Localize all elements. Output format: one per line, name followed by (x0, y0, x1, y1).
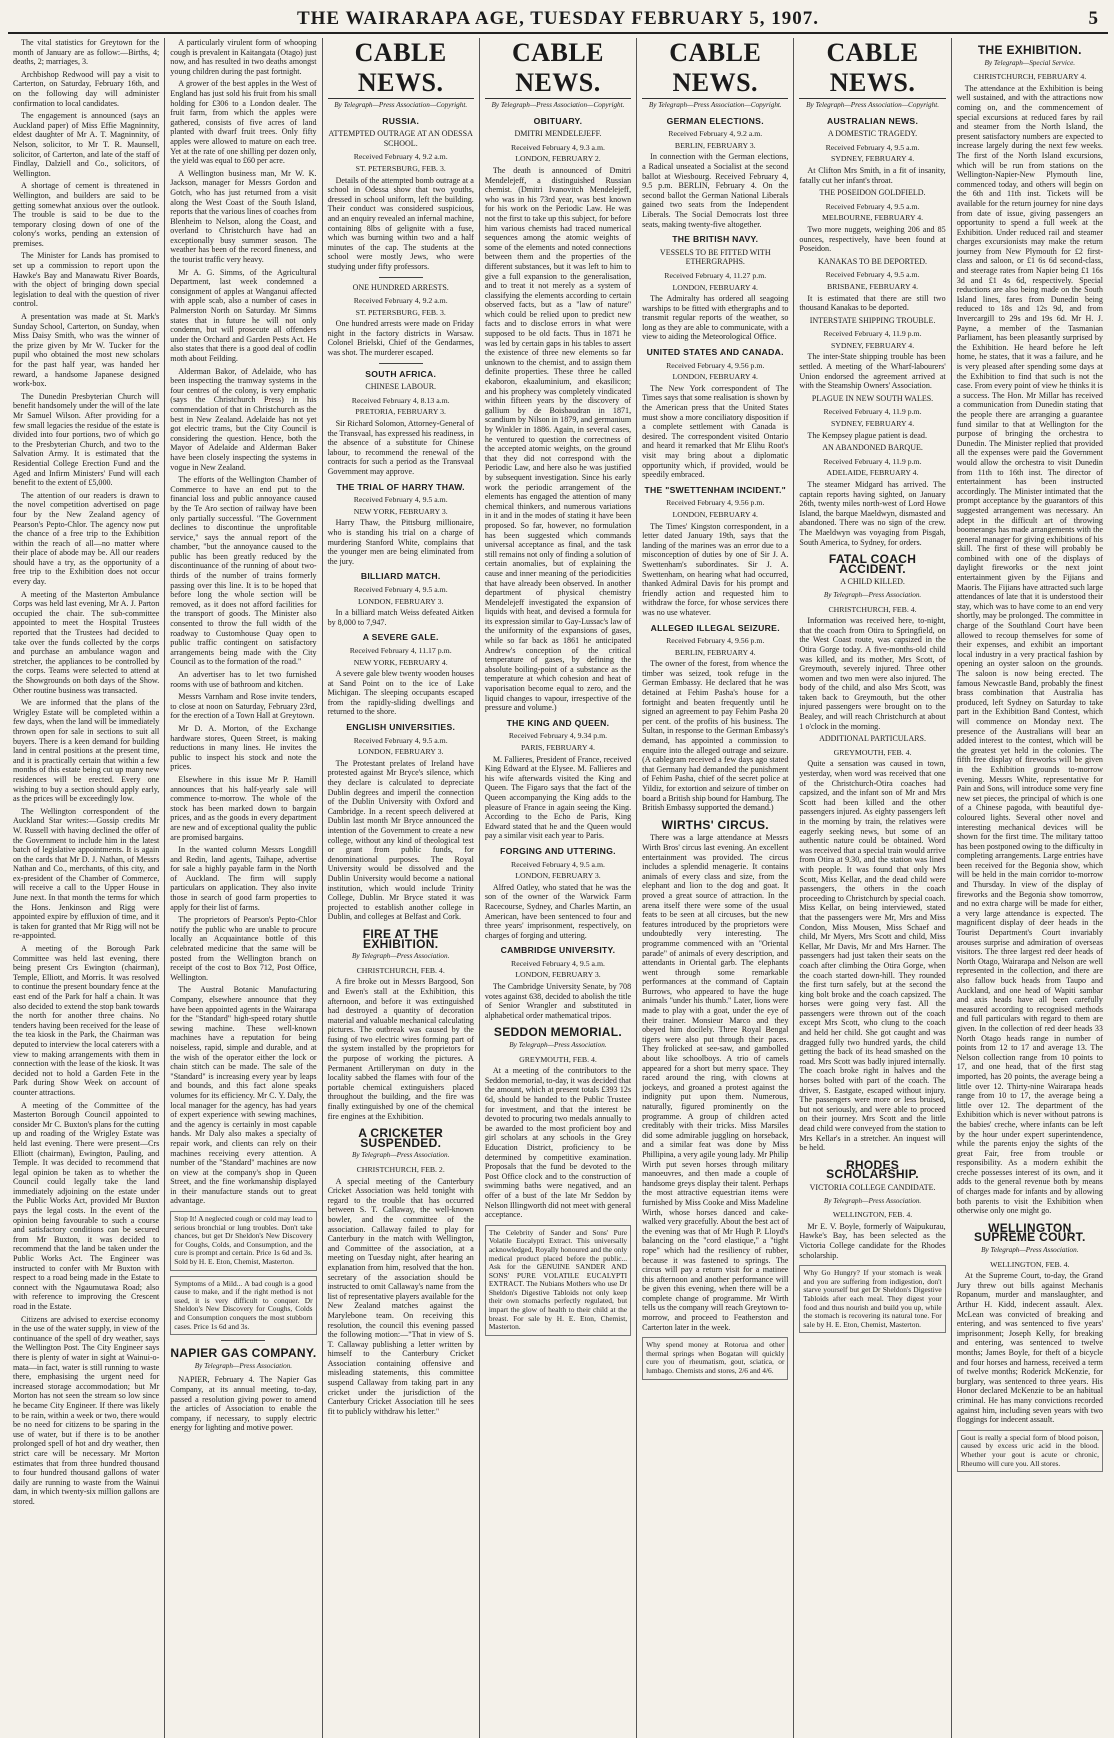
news-paragraph: The Cambridge University Senate, by 708 votes against 638, decided to abolish the title of Senior Wrangler and substituted in alphabetical order mathematical tripos. (484, 982, 632, 1020)
news-paragraph: There was a large attendance at Messrs Wirth Bros' circus last evening. An excellent entertainment was provided. The circus includes a splendid menagerie. It contains animals of every class and size, from the elephant and lion to the dog and goat. It proved a great source of attraction. In the arena itself there were some of the usual feats to be seen at all circuses, but the new features introduced by the proprietors were undoubtedly very interesting. The programme commenced with an "Oriental parade" of animals of every description, and attendants in Oriental garb. The elephants went through some remarkable performances at the command of Captain Burrows, who appeared to have the huge animals "under his thumb." Later, lions were made to play with a goat, under the eye of their trainer. Monsieur Marco and they obeyed him docilely. Three Royal Bengal tigers were also put through their paces. They frolicked at see-saw, and gambolled about like schoolboys. A trio of camels appeared for a short but merry space. They raced around the ring, with clowns at jockeys, and groaned a protest against the indignity put upon them. Numerous, naturally, figured prominently on the programme. A group of children acted creditably with their tricks. Miss Marsiles did some admirable juggling on horseback, and a similar feat was done by Miss Phillipina, a very agile young lady. Mr Philip Wirth put seven horses through military manoeuvres, and then made a couple of handsome greys display their talent. Perhaps the most attractive equestrian items were furnished by Miss Cooke and Miss Madeline Wirth, whose horses danced and cake-walked very gracefully. About the best act of the evening was that of Mr Hugh P. Lloyd's balancing on the "cord elastique," a "tight rope" which had the resiliency of rubber, because it was fastened to springs. The circus will pay a return visit for a matinee this afternoon and another performance will be given this evening, when there will be a complete change of programme. Mr Wirth tells us the company will reach Greytown to-morrow, and proceed to Featherston and Carterton later in the week. (642, 833, 789, 1332)
section-heading: THE TRIAL OF HARRY THAW. (336, 481, 465, 492)
received-date: Received February 4, 11.27 p.m. (664, 270, 767, 280)
received-date: Received February 4, 8.13 a.m. (351, 395, 450, 405)
section-heading: RHODES SCHOLARSHIP. (826, 1157, 919, 1182)
dateline: MELBOURNE, FEBRUARY 4. (822, 213, 924, 223)
dateline: LONDON, FEBRUARY 4. (672, 509, 758, 519)
news-paragraph: The Kempsey plague patient is dead. (807, 430, 927, 440)
column-cable-news-4 (794, 38, 951, 1738)
news-paragraph: A meeting of the Committee of the Masterton Borough Council appointed to consider Mr C. Buxton's plans for the cutting up and roading of the Wrigley Estate was held last evening. There were present—Crs Elliott (chairman), Ewington, Pauling, and Temple. It was decided to recommend that legal opinion be taken as to whether the Council could legally take the land immediately adjoining on the estate under the Public Works Act, provided Mr Buxton pays the legal costs. In the event of the opinion being favourable to such a course and satisfactory conditions can be secured from Mr Buxton, it was decided to recommend that the land be taken under the Public Works Act. The Engineer was instructed to confer with Mr Buxton with respect to a road being made in the Estate to connect with the Ngaumutawa Road; also with reference to improving the Crescent road in the Estate. (13, 1100, 160, 1311)
column-local-news (8, 38, 165, 1738)
news-paragraph: Messrs Varnham and Rose invite tenders, to close at noon on Saturday, February 23rd, for the erection of a Town Hall at Greytown. (170, 692, 317, 721)
byline: By Telegraph—Press Association. (194, 1361, 293, 1370)
news-paragraph: A particularly virulent form of whooping cough is prevalent in Kaitangata (Otago) just now, and has resulted in two deaths amongst young children during the past fortnight. (170, 38, 317, 76)
subheading: KANAKAS TO BE DEPORTED. (818, 256, 928, 266)
received-date: Received February 4, 9.5 a.m. (511, 859, 605, 869)
news-paragraph: A severe gale blew twenty wooden houses at Sand Point on to the ice of Lake Michigan. The sleeping occupants escaped from the rapidly-sliding dwellings and returned to the shore. (327, 669, 474, 717)
section-heading: WIRTHS' CIRCUS. (661, 817, 769, 832)
news-paragraph: At the Supreme Court, to-day, the Grand Jury threw out bills against Mechanis Ropanum, murder and manslaughter, and Arthur H. Kidd, indecent assault. Alex. McLean was convicted of breaking and entering, and was sentenced to five years' imprisonment; Joseph Kelly, for breaking and entering, was sentenced to twelve months; James Boyle, for theft of a bicycle and four horses and harness, received a term of twelve months; Roderick McKenzie, for burglary, was sentenced to three years. His Honor declared McKenzie to be an habitual criminal. He has many convictions recorded against him, including seven years with two floggings for indecent assault. (956, 1271, 1103, 1425)
dateline: CHRISTCHURCH, FEB. 2. (356, 1165, 445, 1174)
byline: By Telegraph—Press Association. (352, 952, 450, 961)
section-heading: FIRE AT THE EXHIBITION. (362, 926, 439, 951)
advertisement (170, 1276, 316, 1336)
ad-text: Gout is really a special form of blood poison, caused by excess uric acid in the blood. Whether your gout is acute or chronic, Rheumo will cure you. All stores. (960, 1432, 1099, 1468)
advertisement (485, 1225, 631, 1336)
dateline: LONDON, FEBRUARY 3. (357, 747, 444, 757)
dateline: LONDON, FEBRUARY 3. (515, 871, 601, 881)
news-paragraph: Alfred Oatley, who stated that he was the son of the owner of the Warwick Farm Racecourse, Sydney, and Charles Martin, an American, have been sentenced to four and three years' imprisonment, respectively, on charges of forging and uttering. (484, 882, 632, 940)
news-paragraph: The steamer Midgard has arrived. The captain reports having sighted, on January 26th, twenty miles north-west of Lord Howe Island, the barque Maeldwyn, dismasted and abandoned. There was no sign of the crew. The Maeldwyn was voyaging from Pisgah, South America, to Sydney, for orders. (799, 480, 946, 547)
received-date: Received February 4, 9.5 a.m. (511, 958, 605, 968)
news-paragraph: At a meeting of the contributors to the Seddon memorial, to-day, it was decided that the amount, which at present totals £393 12s 6d, should be handed to the Public Trustee for investment, and that the interest be devoted to procuring two medals annually to be awarded to the most proficient boy and girl scholars at any schools in the Grey Education District, proficiency to be determined by competitive examination. Proposals that the fund be devoted to the Post Office clock and to the construction of swimming baths were negatived, and an offer of a bust of the late Mr Seddon by Nelson Illingworth did not meet with general acceptance. (484, 1066, 632, 1220)
ad-text: Why Go Hungry? If your stomach is weak and you are suffering from indigestion, don't starve yourself but get Dr Sheldon's Digestive Tabloids after each meal. They digest your food and thus nourish and build you up, while the stomach is recovering its natural tone. For sale by H. E. Eton, Chemist, Masterton. (803, 1268, 942, 1329)
news-paragraph: The attention of our readers is drawn to the novel competition advertised on page four by the New Zealand agency of Pearson's Pepto-Chlor. The agency now put the chance of a free trip to the Exhibition within the reach of all—no matter where their place of abode may be. All our readers should have a try, as the opportunity of a free trip to the Exhibition does not occur every day. (13, 490, 160, 587)
section-heading: SEDDON MEMORIAL. (493, 1025, 623, 1040)
dateline: LONDON, FEBRUARY 4. (672, 372, 758, 382)
subheading: VESSELS TO BE FITTED WITH ETHERGRAPHS. (659, 247, 771, 267)
dateline: ADELAIDE, FEBRUARY 4. (826, 468, 919, 478)
subheading: ONE HUNDRED ARRESTS. (352, 282, 449, 292)
news-paragraph: The inter-State shipping trouble has been settled. A meeting of the Wharf-labourers' Union endorsed the agreement arrived at with the Steamship Owners' Association. (799, 352, 946, 391)
subheading: THE POSEIDON GOLDFIELD. (819, 188, 926, 198)
news-paragraph: The Protestant prelates of Ireland have protested against Mr Bryce's silence, which they declare is calculated to depreciate Dublin degrees and imperil the connection of the Dublin University with Oxford and Cambridge. In a recent speech delivered at Dublin last month Mr Bryce announced the intention of the Government to create a new college, without any kind of theological test or grant from public funds, for denominational purposes. The Royal University would be dissolved and the Dublin University would become a national institution, which would include Trinity College, Dublin. Mr Bryce stated it was projected to establish another college in Dublin, and colleges at Belfast and Cork. (327, 758, 474, 922)
divider (221, 1340, 265, 1341)
news-paragraph: The Times' Kingston correspondent, in a letter dated January 19th, says that the landing of the marines was an error due to a misconception of duties by one of Sir J. A. Swettenham's subordinates. Sir J. A. Swettenham, on hearing what had occurred, thanked Admiral Davis for his prompt and friendly action and requested him to withdraw the force, for whose services there was no use whatever. (642, 521, 789, 617)
byline: By Telegraph—Press Association. (352, 1151, 450, 1160)
byline: By Telegraph—Press Association. (823, 1196, 922, 1205)
ad-text: Symptoms of a Mild... A bad cough is a good cause to make, and if the right method is not used, it is very difficult to conquer. Dr Sheldon's New Discovery for Coughs, Colds and Consumption conquers the most stubborn cases. Price 1s 6d and 3s. (174, 1278, 313, 1331)
dateline: LONDON, FEBRUARY 2. (515, 154, 601, 164)
dateline: BERLIN, FEBRUARY 3. (674, 140, 756, 150)
cable-news-heading: CABLE NEWS. (799, 38, 945, 99)
news-paragraph: The Minister for Lands has promised to set up a commission to report upon the Hawke's Bay and Manawatu River Boards, with the object of bringing down special legislation to deal with the question of river control. (13, 251, 160, 309)
news-paragraph: A meeting of the Masterton Ambulance Corps was held last evening, Mr A. J. Parton occupied the chair. The sub-committee appointed to meet the Hospital Trustees reported that the Trustees had decided to take over the funds collected by the corps and purchase an ambulance wagon and stretcher, the appliances to be controlled by the corps. Teams were selected to attend at the Showgrounds on both days of the Show. Other routine business was transacted. (13, 589, 160, 695)
byline: By Telegraph—Press Association. (981, 1246, 1079, 1255)
subheading: A CHILD KILLED. (840, 577, 905, 587)
news-paragraph: The Austral Botanic Manufacturing Company, elsewhere announce that they have been appointed agents in the Wairarapa for the "Standard" high-speed rotary shuttle sewing machine. These well-known machines have a reputation for being noiseless, rapid, simple and durable, and at the wish of the operator either the lock or chain stitch can be made. The sale of the "Standard" is increasing every year by leaps and bounds, and this fact alone speaks volumes for its efficiency. Mr C. Y. Daly, the local manager for the agency, has had years of expert experience with sewing machines, and the agency is certainly in most capable hands. Mr Daly also makes a specialty of repair work, and clients can rely on their machines receiving every attention. A number of the "Standard" machines are now on view at the company's shop in Queen Street, and the fine workmanship displayed in their manufacture stands out to great advantage. (170, 985, 317, 1206)
cable-news-heading: CABLE NEWS. (328, 38, 474, 99)
advertisement (642, 1337, 788, 1379)
dateline: SYDNEY, FEBRUARY 4. (830, 154, 915, 164)
received-date: Received February 4, 9.5 a.m. (353, 495, 448, 505)
dateline: PRETORIA, FEBRUARY 3. (355, 407, 446, 417)
news-paragraph: The Admiralty has ordered all seagoing warships to be fitted with ethergraphs and to transmit regular reports of the weather, so long as they are able to communicate, with a view to aiding the Meteorological Office. (642, 294, 789, 342)
received-date: Received February 4, 9.56 p.m. (666, 636, 765, 646)
news-paragraph: The Wellington correspondent of the Auckland Star writes:—Gossip credits Mr W. Russell with having declined the offer of the Government to include him in the latest batch of legislative appointments. It is again on the cards that Mr D. J. Nathan, of Messrs Nathan and Co., merchants, of this city, and ex-president of the Chamber of Commerce, will receive a call to the Upper House in June next. In that month the terms for which the Hons. Jenkinson and Rigg were appointed expire by effluxion of time, and it is taken for granted that Mr Rigg will not be re-appointed. (13, 806, 160, 941)
news-paragraph: It is estimated that there are still two thousand Kanakas to be deported. (799, 293, 946, 313)
column-local-news-2 (165, 38, 322, 1738)
page-number: 5 (1088, 8, 1098, 29)
news-paragraph: Mr E. V. Boyle, formerly of Waipukurau, Hawke's Bay, has been selected as the Victoria College candidate for the Rhodes scholarship. (799, 1221, 946, 1260)
received-date: Received February 4, 9.56 p.m. (666, 360, 765, 370)
section-heading: FATAL COACH ACCIDENT. (828, 552, 917, 576)
news-paragraph: An advertiser has to let two furnished rooms with use of bathroom and kitchen. (170, 670, 317, 689)
news-paragraph: The engagement is announced (says an Auckland paper) of Miss Effie Magninnity, eldest daughter of Mr A. T. Magninnity, of Nelson, solicitor, to Mr T. R. Maunsell, solicitor, of Carterton, and late of the staff of Findlay, Dalziell and Co., solicitors, of Wellington. (13, 111, 160, 178)
byline: By Telegraph—Press Association—Copyright. (648, 101, 782, 109)
section-heading: RUSSIA. (382, 115, 420, 126)
news-paragraph: M. Fallieres, President of France, received King Edward at the Elysee. M. Fallieres and his wife afterwards visited the King and Queen. The Figaro says that the fact of the Queen accompanying the King adds to the pleasure of France in again seeing the King. According to the Echo de Paris, King Edward stated that he and the Queen would pay a similar visit each year to Paris. (484, 754, 632, 841)
advertisement (957, 1430, 1103, 1472)
news-paragraph: The proprietors of Pearson's Pepto-Chlor notify the public who are unable to procure locally an Acquaintance bottle of this celebrated medicine that the same will be posted from the Wellington branch on receipt of the cost to Box 712, Post Office, Wellington. (170, 915, 317, 982)
dateline: BERLIN, FEBRUARY 4. (674, 647, 756, 657)
ad-text: Why spend money at Rotorua and other thermal springs when Bogatan will quickly cure you of rheumatism, gout, sciatica, or lumbago. Chemists and stores, 2/6 and 4/6. (646, 1340, 785, 1376)
news-paragraph: The death is announced of Dmitri Mendelejeff, a distinguished Russian chemist. (Dmitri Ivanovitch Mendelejeff, who was in his 73rd year, was best known for his work on the Periodic Law. He was not the first to take up this subject, for before him various chemists had traced numerical sequences among the atomic weights of some of the elements and noted connections between them and the properties of the different substances, but it was left to him to give a full expansion to the generalisation, and to treat it not merely as a system of classifying the elements according to certain observed facts, but as a "law of nature" which could be relied upon to predict new facts and to disclose errors in what were supposed to be old facts. Thus in 1871 he was led by certain gaps in his tables to assert the existence of three new elements so far unknown to the chemist, and to assign them definite properties. These three he called ekaboron, ekaaluminium, and ekasilicon; and his prophecy was completely vindicated within fifteen years by the discovery of gallium by de Boisbaudran in 1871, scandium by Nilson in 1879, and germanium by Winkler in 1886. Again, in several cases, he ventured to question the correctness of the accepted atomic weights, on the ground that they did not correspond with the Periodic Law, and here also he was justified by subsequent investigation. Since his early work the periodic arrangement of the elements has engaged the attention of many chemical thinkers, and numerous variations in it and in the modes of stating it have been proposed. So far, however, no formulation has been suggested which commands universal acceptance as final, and the task still remains not only of finding a solution of certain anomalies, but of explaining the cause and inner meaning of the periodicities that have already been observed. In another department of physical chemistry Mendelejeff investigated the expansion of liquids with heat, and devised a formula for its expression similar to Gay-Lussac's law of the uniformity of the expansions of gases, while so far back as 1861 he anticipated Andrew's conception of the critical temperature of gases, by defining the absolute boiling-point of a substance as the temperature at which cohesion and heat of vaporisation become equal to zero, and the liquid changes to vapour, irrespective of the pressure and volume.) (484, 165, 632, 713)
news-paragraph: A meeting of the Borough Park Committee was held last evening, there being present Crs Ewington (chairman), Temple, Elliott, and Morris. It was resolved to continue the present boundary fence at the east end of the Park for half a chain. It was also decided to extend the stop bank towards the north for another three chains. No tenders having been received for the lease of the tea kiosk in the Park, the Chairman was deputed to interview the local caterers with a view to making arrangements with them in connection with the lease of the kiosk. It was decided not to hold a Garden Fete in the Park during Show Week on account of counter attractions. (13, 944, 160, 1097)
section-heading: A SEVERE GALE. (362, 632, 439, 643)
byline: By Telegraph—Special Service. (984, 58, 1076, 67)
news-paragraph: A special meeting of the Canterbury Cricket Association was held tonight with regard to the trouble that has occurred between S. T. Callaway, the well-known bowler, and the committee of the association. Callaway failed to play for Canterbury in the match with Wellington, and Committee of the association, at a meeting on Tuesday night, after hearing an explanation from him, resolved that the hon. secretary of the association should be instructed to omit Callaway's name from the list of representative players available for the New Zealand matches against the Marylebone team. On receiving this resolution, the council this evening passed the following motion:—"That in view of S. T. Callaway publishing a letter written by himself to the Canterbury Cricket Association containing offensive and misleading statements, this committee suspend Callaway from taking part in any cricket under the jurisdiction of the Canterbury Cricket Association till he sees fit to publicly withdraw his letter." (327, 1176, 474, 1416)
columns (8, 38, 1108, 1738)
column-cable-news-2 (480, 38, 637, 1738)
subheading: VICTORIA COLLEGE CANDIDATE. (809, 1182, 936, 1192)
section-heading: UNITED STATES AND CANADA. (646, 347, 784, 358)
received-date: Received February 4, 9.5 a.m. (825, 270, 920, 280)
dateline: ST. PETERSBURG, FEB. 3. (355, 307, 446, 317)
news-paragraph: A grower of the best apples in the West of England has just sold his fruit from his small holding for £306 to a London dealer. The fruit farm, from which the apples were gathered, consists of five acres of land planted with dwarf fruit trees. Only fifty apples were allowed to mature on each tree. Yet at the rate of one shilling per dozen only, the yield was equal to £60 per acre. (170, 79, 317, 166)
news-paragraph: Elsewhere in this issue Mr P. Hamill announces that his half-yearly sale will commence to-morrow. The whole of the stock has been marked down to bargain prices, and as the goods in every department are new and of exceptional quality the public are promised bargains. (170, 774, 317, 842)
section-heading: THE KING AND QUEEN. (506, 717, 610, 728)
dateline: GREYMOUTH, FEB. 4. (519, 1054, 597, 1064)
section-heading: THE BRITISH NAVY. (672, 234, 759, 245)
news-paragraph: A presentation was made at St. Mark's Sunday School, Carterton, on Sunday, when Miss Daisy Smith, who was the winner of the prize given by Mr W. Tucker for the pupil who obtained the most new scholars for the past half year, was handed her reward, a handsome Japanese designed work-box. (13, 312, 160, 389)
received-date: Received February 4, 9.5 a.m. (825, 201, 920, 211)
masthead (8, 4, 1108, 34)
news-paragraph: Harry Thaw, the Pittsburg millionaire, who is standing his trial on a charge of murdering Stanford White, complains that the younger men are being eliminated from the jury. (327, 518, 474, 566)
news-paragraph: A shortage of cement is threatened in Wellington, and builders are said to be getting somewhat anxious over the outlook. The trouble is said to be due to the temporary closing down of one of the colony's works, pending an extension of premises. (13, 181, 160, 248)
subheading: ATTEMPTED OUTRAGE AT AN ODESSA SCHOOL. (328, 129, 473, 148)
received-date: Received February 4, 9.34 p.m. (508, 731, 608, 741)
subheading: A DOMESTIC TRAGEDY. (827, 129, 918, 139)
subheading: ADDITIONAL PARTICULARS. (819, 734, 927, 744)
news-paragraph: The New York correspondent of The Times says that some realisation is shown by the American press that the United States must show a more conciliatory disposition if a complete settlement with Canada is desired. The correspondent visited Ontario and heard it remarked that Mr Elihu Root's visit may bring about a diplomatic opportunity which, if provided, would be speedily embraced. (642, 383, 789, 480)
received-date: Received February 4, 9.5 a.m. (353, 735, 448, 745)
received-date: Received February 4, 11.9 p.m. (823, 329, 922, 339)
advertisement (170, 1211, 316, 1271)
dateline: NEW YORK, FEBRUARY 4. (353, 657, 448, 667)
section-heading: ALLEGED ILLEGAL SEIZURE. (650, 622, 780, 633)
news-paragraph: Citizens are advised to exercise economy in the use of the water supply, in view of the continuance of the spell of dry weather, says the Wellington Post. The City Engineer says there is plenty of water in sight at Wainui-o-mata—in fact, water is still running to waste there, emphasising the urgent need for increased storage accommodation; but Mr Morton has not seen the stream so low since he became City Engineer. If there was likely to be rain, within a week or two, there would be no need for citizens to be sparing in the use of water, but if there is to be another prolonged spell of hot and dry weather, then strict care will be necessary. Mr Morton estimates that from three hundred thousand to four hundred thousand gallons of water daily are running to waste from the Wainui dam, in which twenty-six million gallons are stored. (13, 1314, 160, 1506)
news-paragraph: The efforts of the Wellington Chamber of Commerce to have an end put to the financial loss and public annoyance caused by the Te Aro section of railway have been only partially successful. "The Government declines to discontinue the unprofitable service," says the annual report of the chamber, "but the annoyance caused to the public has been greatly reduced by the discontinuance of the running of about two-thirds of the number of trains formerly passing over this line. It is to be hoped that before long the whole section will be removed, as it does not afford facilities for the transport of goods. The Minister also consented to throw the full width of the roadway to Customhouse Quay open to public traffic contingent on satisfactory arrangements being made with the City Council as to the formation of the road." (170, 475, 317, 667)
news-paragraph: Information was received here, to-night, that the coach from Otira to Springfield, on the West Coast route, was capsized in the Otira Gorge today. A five-months-old child was killed, and its mother, Mrs Scott, of Greymouth, severely injured. Three other women and two men were also injured. The body of the child, and also Mrs Scott, was taken back to Greymouth, but the other injured passengers were brought on to the Bealey, and will reach Christchurch at about 1 o'clock in the morning. (799, 616, 946, 731)
column-exhibition (952, 38, 1108, 1738)
news-paragraph: Mr D. A. Morton, of the Exchange hardware stores, Queen Street, is making reductions in many lines. He invites the public to inspect his stock and note the prices. (170, 723, 317, 772)
byline: By Telegraph—Press Association—Copyright. (334, 101, 468, 109)
subheading: DMITRI MENDELEJEFF. (514, 129, 602, 139)
news-paragraph: The vital statistics for Greytown for the month of January are as follow:—Births, 4; deaths, 2; marriages, 3. (13, 38, 160, 67)
section-heading: AUSTRALIAN NEWS. (826, 115, 919, 126)
received-date: Received February 4, 11.17 p.m. (349, 645, 452, 655)
ad-text: The Celebrity of Sander and Sons' Pure Volatile Eucalypti Extract. This universally acknowledged, Royally honoured and the only medical product placed before the public... Ask for the GENUINE SANDER AND SONS' PURE VOLATILE EUCALYPTI EXTRACT. The Nubians Mothers who use Dr Sheldon's Digestive Tabloids not only keep their own stomachs perfectly regulated, but impart the glow of health to their child at the breast. For sale by H. E. Eton, Chemist, Masterton. (488, 1227, 628, 1332)
news-paragraph: In the wanted column Messrs Longdill and Redin, land agents, Taihape, advertise for sale a highly payable farm in the North of Auckland. The firm will supply particulars on application. They also invite those in search of good farm properties to apply for their list of farms. (170, 845, 317, 912)
dateline: BRISBANE, FEBRUARY 4. (826, 281, 919, 291)
news-paragraph: A Wellington business man, Mr W. K. Jackson, manager for Messrs Gordon and Gotch, who has just returned from a visit along the West Coast of the South Island, reports that the various lines of coaches from Blenheim to Nelson, along the Coast, and overland to Christchurch have had an exceptionally busy summer season. The weather has been of the record fineness, and the tourist traffic very heavy. (170, 168, 317, 265)
section-heading: OBITUARY. (533, 115, 583, 126)
news-paragraph: Mr A. G. Simms, of the Agricultural Department, last week condemned a consignment of apples at Wanganui affected with apple scab, also a number of cases in Palmerston North on Saturday. Mr Simms states that in future he will not only condemn, but will prosecute all offenders under the Orchard and Garden Pests Act. He also states that there is a good deal of codlin moth about Feilding. (170, 267, 317, 363)
received-date: Received February 4, 9.2 a.m. (353, 152, 448, 162)
subheading: AN ABANDONED BARQUE. (822, 443, 923, 453)
dateline: PARIS, FEBRUARY 4. (521, 743, 595, 752)
news-paragraph: Two more nuggets, weighing 206 and 85 ounces, respectively, have been found at Poseidon. (799, 224, 946, 254)
subheading: CHINESE LABOUR. (365, 382, 437, 392)
dateline: CHRISTCHURCH, FEB. 4. (356, 965, 445, 975)
dateline: CHRISTCHURCH, FEBRUARY 4. (973, 72, 1087, 82)
section-heading: WELLINGTON SUPREME COURT. (974, 1220, 1086, 1245)
news-paragraph: The Dunedin Presbyterian Church will benefit handsomely under the will of the late Mr Samuel Wilson. After providing for a few small legacies the residue of the estate is divided into four portions, two of which go to the Presbyterian Church, and two to the Salvation Army. It is estimated that the Residential College Erection Fund and the Aged and Infirm Ministers' Fund will each benefit to the extent of £5,000. (13, 391, 160, 488)
section-heading: NAPIER GAS COMPANY. (170, 1346, 317, 1361)
subheading: PLAGUE IN NEW SOUTH WALES. (811, 393, 934, 403)
byline: By Telegraph—Press Association—Copyright. (491, 101, 625, 109)
section-heading: CAMBRIDGE UNIVERSITY. (500, 945, 616, 956)
dateline: ST. PETERSBURG, FEB. 3. (355, 163, 446, 173)
section-heading: SOUTH AFRICA. (365, 368, 437, 379)
news-paragraph: One hundred arrests were made on Friday night in the factory districts in Warsaw. Colonel Brielski, Chief of the Gendarmes, was shot. The murderer escaped. (327, 319, 474, 358)
advertisement (799, 1265, 945, 1333)
byline: By Telegraph—Press Association—Copyright. (806, 101, 939, 109)
dateline: SYDNEY, FEBRUARY 4. (830, 419, 915, 429)
news-paragraph: The attendance at the Exhibition is being well sustained, and with the attractions now coming on, and the commencement of special excursions at reduced fares by rail and steamer from the North Island, the present satisfactory numbers are expected to increase largely during the next few weeks. The first of the North Island excursions, which will be run from stations on the Wellington-Napier-New Plymouth line, commenced today, and others will begin on the 6th and 11th inst. Tickets will be available for the return journey for nine days from date of issue, giving passengers an opportunity to spend a full week at the Exhibition. Under reduced rail and steamer charges excursionists may make the return journey from New Plymouth for £2 first-class and saloon, or £1 6s 6d second-class, and steerage rates from Napier being £1 16s 3d and £1 4s 6d, respectively. Special reductions are also being made on the South Island lines, fares from Dunedin being reduced to 18s and 12s 9d, and from Invercargill to 29s and 19s 6d. Mr H. J. Payne, a member of the Tasmanian Parliament, has been pleasantly surprised by the Exhibition. He heard before he left home, he states, that it was a failure, and he is very pleased after spending some days at the Exhibition to find that such is not the case. From every point of view he thinks it is a success. The Hon. Mr Millar has received a communication from Dunedin stating that the people there are arranging a guarantee fund similar to that at Wellington for the purpose of bringing the orchestra to Dunedin. The Minister replied that provided all the expenses were paid the Government would allow the orchestra to visit Dunedin from 11th to 16th inst. The director of entertainment has been instructed accordingly. The Minister intimated that the prompt acceptance by the guarantors of this suggested arrangement was necessary. An adept in the difficult art of throwing boomerangs has made arrangements with the general manager for giving exhibitions of his skill. The first of these will probably be combined with one of the displays of daylight fireworks or the next joint entertainment given by the Fijians and Maoris. The Fijians have attracted such large attendances of late that it is understood their stay, which was to have come to an end very shortly, may be prolonged. The committee in charge of the Southland Court have been allowed to recoup themselves for some of their expenses, and exhibit an important local industry in a very practical fashion by opening an oyster saloon on the grounds. The saloon is now being erected. The famous Newcastle Band, probably the finest brass combination that Australia has produced, left Sydney on Saturday to take part in the Exhibition Band Contest, which will commence on Monday next. The presence of the Australians will bear an added interest to the contest, which will be the greatest yet held in the colonies. The fifth free display of fireworks will be given in the Exhibition grounds to-morrow evening. Messrs White, representative for Pain and Sons, will introduce some very fine new set pieces, the principal of which is one of a Chinese pagoda, with beautiful dye-coloured lights. Several other novel and interesting mechanical devices will be shown for the first time. The military tattoo has been postponed owing to the difficulty in completing arrangements. Large entries have been received for the Begonia show, which will be held in the main corridor to-morrow and Thursday. In view of the display of fireworks and the Begonia show tomorrow, and no extra charge will be made for either, a very large attendance is expected. The magnificent display of deer heads in the Tourist Department's Court invariably arouses surprise and admiration of overseas visitors. The three largest red deer heads of North Otago, Wairarapa and Nelson are well represented in the collection, and there are also fallow buck heads from Taupo and Auckland, and one head of Wapiti sambar and axis heads have all been carefully measured according to recognised methods and full particulars with regard to them are given. In the collection of red deer heads 33 North Otago heads range in number of points from 12 to 17 and average 13. The Nelson collection range from 10 points to 17, and one head, that of the first stag imported, has 20 points, the average being a little over 12. Thirty-nine Wairarapa heads range from 10 to 17, the average being a little over 12. The department of the Exhibition which is never without patrons is the babies' creche, where infants can be left by the hour under expert superintendence, while the parents enjoy the sights of the great Fair, free from trouble or responsibility. As a modern exhibit the creche possesses interest of its own, and it adds to the general revenue both by means of charges made for infants and by allowing both parents to visit the Exhibition when otherwise only one might go. (956, 83, 1103, 1216)
dateline: WELLINGTON, FEB. 4. (832, 1210, 913, 1220)
dateline: SYDNEY, FEBRUARY 4. (830, 340, 915, 350)
news-paragraph: The owner of the forest, from whence the timber was seized, took refuge in the German Embassy. He declared that he was detained at Fehim Pasha's house for a fortnight and beaten frequently until he signed an agreement to pay Fehim Pasha 20 per cent. of the profits of his business. The Sultan, in response to the German Embassy's demand, has appointed a commission to enquire into the alleged outrage and seizure. (A cablegram received a few days ago stated that Germany had demanded the punishment of Fehim Pasha, chief of the secret police at Yildiz, for extortion and seizure of timber on board a British ship bound for Hamburg. The British Embassy supported the demand.) (642, 659, 789, 813)
received-date: Received February 4, 9.2 a.m. (353, 296, 448, 306)
news-paragraph: Alderman Bakor, of Adelaide, who has been inspecting the tramway systems in the four centres of the colony, is very emphatic (says the Christchurch Press) in his commendation of that in Christchurch as the best in New Zealand. Adelaide has not yet got electric trams, but the City Council is considering the question. Hence, both the Mayor of Adelaide and Alderman Baker have been closely inspecting the systems in vogue in New Zealand. (170, 366, 317, 472)
masthead-title: THE WAIRARAPA AGE, TUESDAY FEBRUARY 5, 1907. (296, 8, 820, 29)
dateline: LONDON, FEBRUARY 4. (672, 282, 758, 292)
received-date: Received February 4, 9.2 a.m. (668, 129, 763, 139)
ad-text: Stop It! A neglected cough or cold may lead to serious bronchial or lung troubles. Don't take chances, but get Dr Sheldon's New Discovery for Coughs, Colds, and Consumption, and the cure is prompt and certain. Price 1s 6d and 3s. Sold by H. E. Eton, Chemist, Masterton. (174, 1214, 313, 1267)
dateline: NEW YORK, FEBRUARY 3. (353, 506, 448, 516)
received-date: Received February 4, 9.5 a.m. (825, 142, 920, 152)
byline: By Telegraph—Press Association. (823, 590, 922, 599)
dateline: GREYMOUTH, FEB. 4. (833, 747, 912, 757)
news-paragraph: Sir Richard Solomon, Attorney-General of the Transvaal, has expressed his readiness, in the absence of a substitute for Chinese labour, to recommend the renewal of the contracts for such a period as the Transvaal Government may approve. (327, 419, 474, 476)
column-cable-news-1 (323, 38, 480, 1738)
received-date: Received February 4, 9.3 a.m. (511, 142, 605, 152)
section-heading: BILLIARD MATCH. (360, 571, 441, 582)
news-paragraph: At Clifton Mrs Smith, in a fit of insanity, fatally cut her infant's throat. (799, 165, 946, 185)
news-paragraph: Quite a sensation was caused in town, yesterday, when word was received that one of the Christchurch-Otira coaches had capsized, and the infant son of Mr and Mrs Scott had been killed and the other passengers injured. As eighty passengers left in the morning by train, the relatives were eagerly seeking news, but some of an authentic nature could be obtained. Word was received that a special train would arrive from Otira at 9.30, and the station was lined with people. It was found that only Mrs Scott, Miss Kellar, and the dead child were passengers, the others in the coach proceeding to Christchurch by special coach. Miss Kellar, on being interviewed, stated that the passengers were Mr, Mrs and Miss Condon, Miss Mousen, Miss Schaef and child, Mr Myers, Mrs Scott and child, Miss Kellar, Mr Davis, Mr and Mrs Harner. The passengers had just taken their seats on the coach after climbing the Otira Gorge, when the coach started down-hill. They rounded the first turn safely, but at the second the king bolt broke and the coach capsized. The horses were going very fast. All the passengers were thrown out of the coach except Mrs Scott, who clung to the coach and held her child. She got caught and was dragged fully two hundred yards, the child getting the back of its head smashed on the road. Mrs Scott was badly injured internally. The coach broke right in halves and the horses bolted with part of the coach. The driver, S. Eastgate, escaped without injury. The passengers were more or less bruised, but not seriously, and were able to proceed on their journey. Mrs Scott and the little dead child were conveyed from the station to Mrs Kellar's in a stretcher. An inquest will be held. (799, 759, 946, 1153)
dateline: WELLINGTON, FEB. 4. (990, 1259, 1070, 1269)
section-heading: FORGING AND UTTERING. (500, 845, 616, 856)
section-heading: THE EXHIBITION. (977, 43, 1082, 57)
dateline: LONDON, FEBRUARY 3. (515, 970, 601, 980)
section-heading: GERMAN ELECTIONS. (666, 115, 764, 126)
news-paragraph: Details of the attempted bomb outrage at a school in Odessa show that two youths, dressed in school uniform, left the building. Their conduct was considered suspicious, and an enquiry revealed an infernal machine, containing 8lbs of gelignite with a fuse, which was burning within two and a half minutes of the cap. The students at the school were mostly Jews, who were studying under fifty professors. (327, 175, 474, 271)
section-heading: A CRICKETER SUSPENDED. (358, 1126, 444, 1150)
byline: By Telegraph—Press Association. (509, 1041, 607, 1050)
column-cable-news-3 (637, 38, 794, 1738)
received-date: Received February 4, 9.5 a.m. (353, 584, 448, 594)
cable-news-heading: CABLE NEWS. (485, 38, 631, 99)
news-paragraph: In a billiard match Weiss defeated Aitken by 8,000 to 7,947. (327, 608, 474, 627)
divider (379, 363, 423, 364)
cable-news-heading: CABLE NEWS. (642, 38, 788, 99)
dateline: LONDON, FEBRUARY 3. (357, 596, 444, 606)
received-date: Received February 4, 11.9 p.m. (823, 456, 922, 466)
subheading: INTERSTATE SHIPPING TROUBLE. (809, 315, 936, 325)
received-date: Received February 4, 11.9 p.m. (823, 407, 922, 417)
received-date: Received February 4, 9.56 p.m. (666, 498, 765, 508)
news-paragraph: In connection with the German elections, a Radical unseated a Socialist at the second ballot at Wiesbourg. Received February 4, 9.5 p.m. BERLIN, February 4. On the second ballot the German National Liberals gained two seats from the Independent Liberals. The Social Democrats lost three seats, making twenty-five altogether. (642, 152, 789, 229)
news-paragraph: A fire broke out in Messrs Bargood, Son and Ewen's stall at the Exhibition, this afternoon, and before it was extinguished had destroyed a quantity of decoration material and valuable mechanical calculating pictures. The outbreak was caused by the fusing of two electric wires forming part of the system installed by the proprietors for the purpose of working the pictures. A Permanent Artilleryman on duty in the locality sabbed the flames with four of the portable chemical extinguishers placed throughout the building, and the fire was finally extinguished by one of the chemical fire engines at the Exhibition. (327, 977, 474, 1121)
divider (379, 277, 423, 278)
news-paragraph: Archbishop Redwood will pay a visit to Carterton, on Saturday, February 16th, and on the following day will administer confirmation to local candidates. (13, 69, 160, 108)
section-heading: ENGLISH UNIVERSITIES. (346, 722, 456, 733)
news-paragraph: We are informed that the plans of the Wrigley Estate will be completed within a few days, when the land will be immediately thrown open for sale in sections to suit all buyers. There is a keen demand for building land in central positions at the present time, and it is practically certain that within a few months of this estate being cut up many new residences will be erected. Every one wishing to buy a section should apply early, as the prices will be exceedingly low. (13, 698, 160, 804)
dateline: CHRISTCHURCH, FEB. 4. (828, 604, 917, 614)
section-heading: THE "SWETTENHAM INCIDENT." (644, 484, 787, 495)
news-paragraph: NAPIER, February 4. The Napier Gas Company, at its annual meeting, to-day, passed a resolution giving power to amend the articles of Association to enable the company, if necessary, to supply electric energy for lighting and motive power. (170, 1375, 317, 1433)
